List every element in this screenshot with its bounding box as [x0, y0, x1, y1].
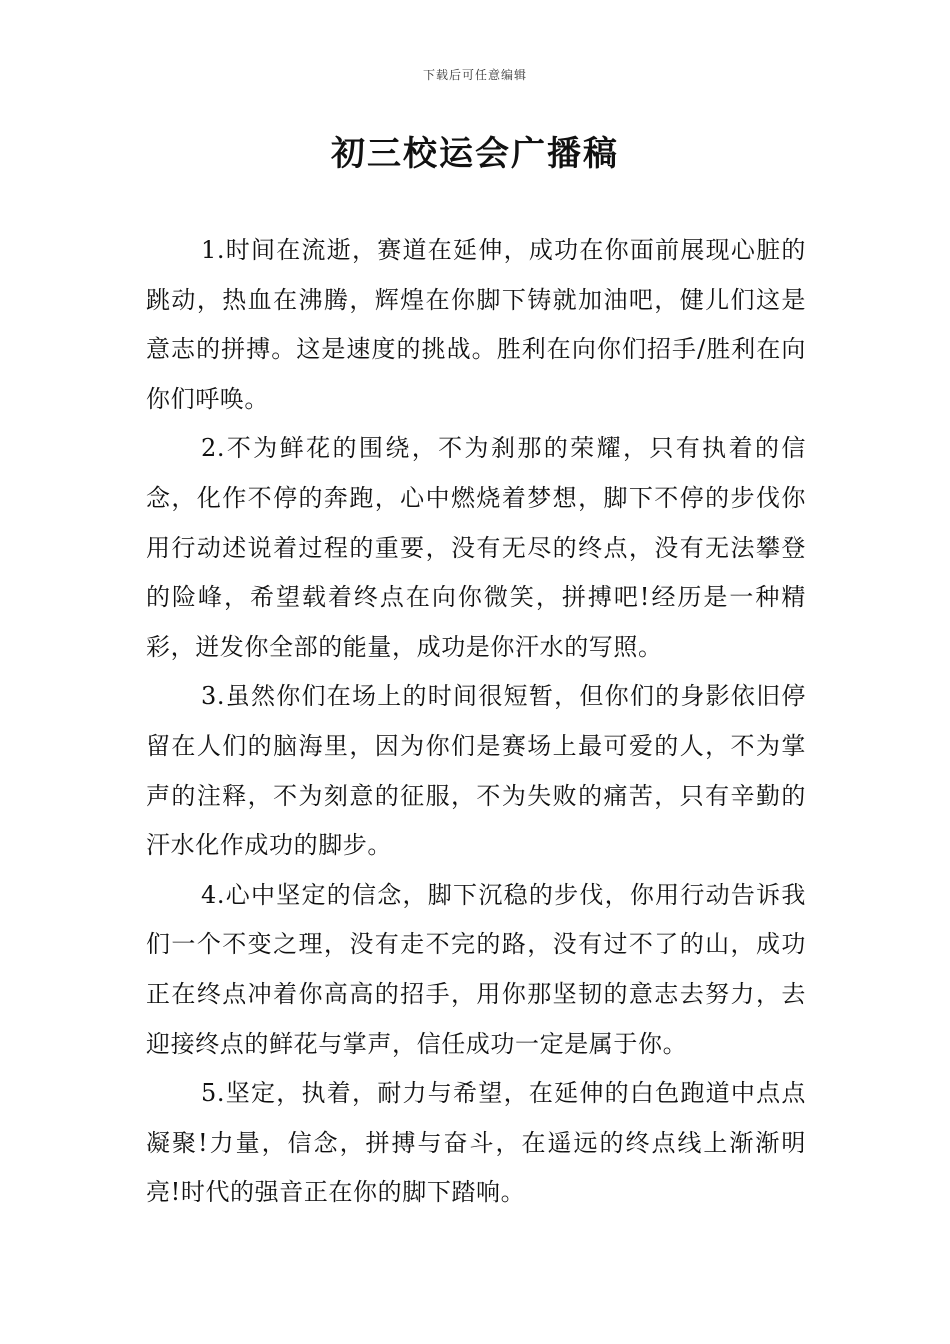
paragraph-3: 3.虽然你们在场上的时间很短暂，但你们的身影依旧停留在人们的脑海里，因为你们是赛场上最可爱的人，不为掌声的注释，不为刻意的征服，不为失败的痛苦，只有辛勤的汗水化作成功的脚步。: [146, 682, 806, 860]
paragraph-5: 5.坚定，执着，耐力与希望，在延伸的白色跑道中点点凝聚!力量，信念，拼搏与奋斗，在遥远的终点线上渐渐明亮!时代的强音正在你的脚下踏响。: [146, 1079, 806, 1207]
paragraph-1: 1.时间在流逝，赛道在延伸，成功在你面前展现心脏的跳动，热血在沸腾，辉煌在你脚下铸就加油吧，健儿们这是意志的拼搏。这是速度的挑战。胜利在向你们招手/胜利在向你们呼唤。: [146, 236, 806, 413]
document-title: 初三校运会广播稿: [331, 134, 619, 174]
paragraph-4: 4.心中坚定的信念，脚下沉稳的步伐，你用行动告诉我们一个不变之理，没有走不完的路，没有过不了的山，成功正在终点冲着你高高的招手，用你那坚韧的意志去努力，去迎接终点的鲜花与掌声，信任成功一定是属于你。: [146, 880, 806, 1058]
header-note: 下载后可任意编辑: [422, 68, 527, 82]
document-body: [146, 226, 806, 1218]
paragraph-2: 2.不为鲜花的围绕，不为刹那的荣耀，只有执着的信念，化作不停的奔跑，心中燃烧着梦想，脚下不停的步伐你用行动述说着过程的重要，没有无尽的终点，没有无法攀登的险峰，希望载着终点在向你微笑，拼搏吧!经历是一种精彩，迸发你全部的能量，成功是你汗水的写照。: [146, 434, 806, 661]
